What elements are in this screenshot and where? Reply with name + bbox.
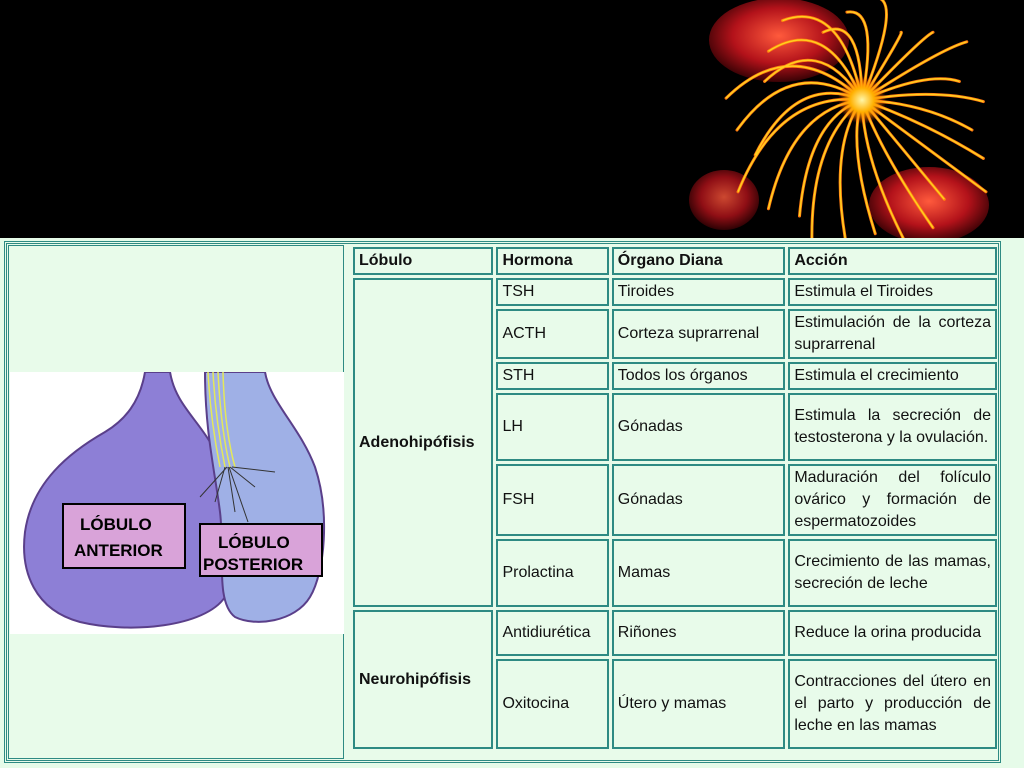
organ-cell: Corteza suprarrenal <box>612 309 786 359</box>
hormone-table <box>350 244 1000 752</box>
action-cell: Estimulación de la corteza suprarrenal <box>788 309 997 359</box>
anterior-label-line1: LÓBULO <box>80 515 152 534</box>
organ-cell: Mamas <box>612 539 786 607</box>
hormone-cell: TSH <box>496 278 608 306</box>
action-cell: Crecimiento de las mamas, secreción de leche <box>788 539 997 607</box>
hormone-cell: FSH <box>496 464 608 536</box>
lobe-cell-adenohipofisis: Adenohipófisis <box>353 278 493 607</box>
action-cell: Reduce la orina producida <box>788 610 997 656</box>
organ-cell: Riñones <box>612 610 786 656</box>
header-action: Acción <box>788 247 997 275</box>
organ-cell: Todos los órganos <box>612 362 786 390</box>
action-cell: Estimula la secreción de testosterona y la ovulación. <box>788 393 997 461</box>
table-row <box>353 278 997 306</box>
table-row <box>353 610 997 656</box>
organ-cell: Tiroides <box>612 278 786 306</box>
firework-decoration <box>684 0 1024 238</box>
firework-core <box>838 76 886 124</box>
lobe-cell-neurohipofisis: Neurohipófisis <box>353 610 493 749</box>
hormone-cell: Antidiurética <box>496 610 608 656</box>
posterior-label-line1: LÓBULO <box>218 533 290 552</box>
action-cell: Estimula el Tiroides <box>788 278 997 306</box>
organ-cell: Gónadas <box>612 464 786 536</box>
header-hormone: Hormona <box>496 247 608 275</box>
hormone-cell: ACTH <box>496 309 608 359</box>
red-ball-left <box>689 170 759 230</box>
header-target-organ: Órgano Diana <box>612 247 786 275</box>
action-cell: Contracciones del útero en el parto y producción de leche en las mamas <box>788 659 997 749</box>
action-cell: Maduración del folículo ovárico y formación de espermatozoides <box>788 464 997 536</box>
anterior-label-line2: ANTERIOR <box>74 541 163 560</box>
posterior-label-line2: POSTERIOR <box>203 555 304 574</box>
hormone-cell: LH <box>496 393 608 461</box>
top-black-band <box>0 0 1024 238</box>
pituitary-illustration <box>10 372 344 634</box>
hormone-cell: Prolactina <box>496 539 608 607</box>
hormone-cell: STH <box>496 362 608 390</box>
action-cell: Estimula el crecimiento <box>788 362 997 390</box>
header-lobe: Lóbulo <box>353 247 493 275</box>
organ-cell: Útero y mamas <box>612 659 786 749</box>
table-header-row <box>353 247 997 275</box>
hormone-cell: Oxitocina <box>496 659 608 749</box>
organ-cell: Gónadas <box>612 393 786 461</box>
